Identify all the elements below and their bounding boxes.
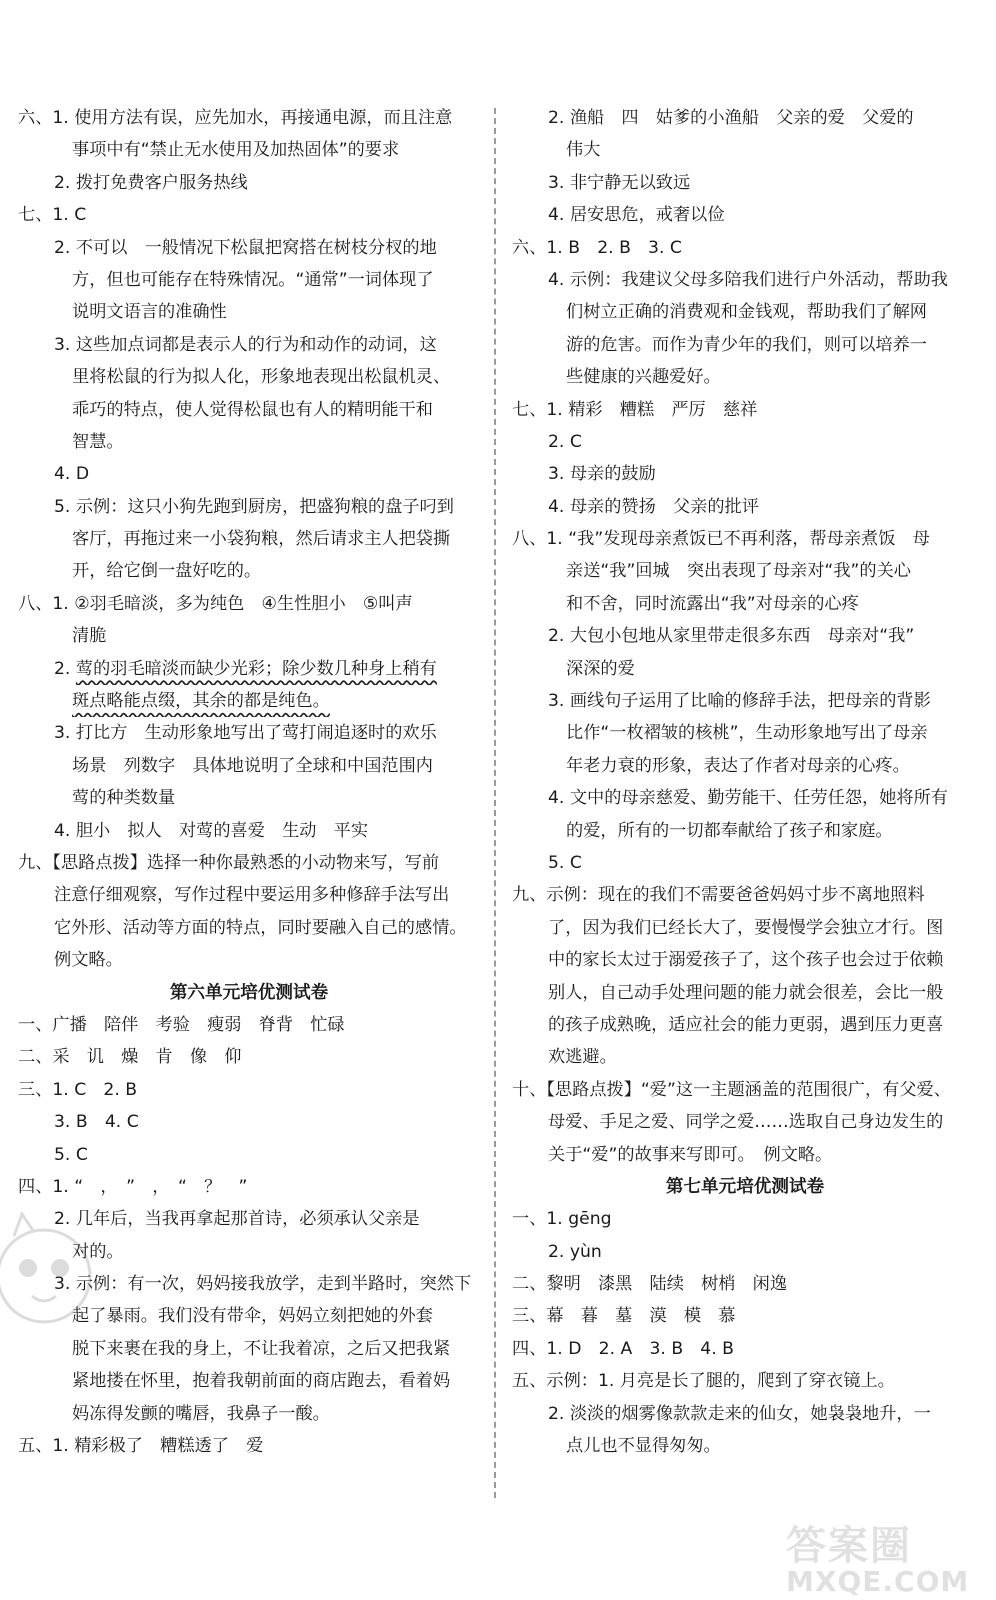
answer-text: 和不舍，同时流露出“我”对母亲的心疼 [566,593,859,614]
answer-text: 4. 示例：我建议父母多陪我们进行户外活动，帮助我 [548,269,948,290]
answer-line [18,1430,480,1462]
answer-text: 说明文语言的准确性 [72,302,227,323]
answer-text: 五、示例：1. 月亮是长了腿的，爬到了穿衣镜上。 [512,1371,895,1392]
answer-text: 第六单元培优测试卷 [169,982,329,1003]
answer-line [512,1333,978,1365]
answer-text: 开，给它倒一盘好吃的。 [72,561,262,582]
answer-line [512,102,978,134]
answer-line [512,685,978,717]
answer-line [512,329,978,361]
answer-text: 年老力衰的形象，表达了作者对母亲的心疼。 [566,755,910,776]
answer-line [18,588,480,620]
answer-line [512,1106,978,1138]
answer-line [512,588,978,620]
answer-text: 一、广播 陪伴 考验 瘦弱 脊背 忙碌 [18,1014,345,1035]
answer-text: 八、1. ②羽毛暗淡，多为纯色 ④生性胆小 ⑤叫声 [18,593,413,614]
answer-line [512,491,978,523]
answer-text: 3. B 4. C [54,1112,139,1133]
answer-line [512,750,978,782]
answer-text: 六、1. B 2. B 3. C [512,237,682,258]
watermark [786,1514,986,1598]
answer-line [512,717,978,749]
answer-line [512,296,978,328]
answer-text: 2. 渔船 四 姑爹的小渔船 父亲的爱 父爱的 [548,108,914,128]
answer-line [18,815,480,847]
answer-text: 2. yùn [548,1241,602,1262]
mascot-icon [0,1196,104,1366]
answer-text: 4. 母亲的赞扬 父亲的批评 [548,496,759,517]
section-title [512,1171,978,1203]
answer-text: 清脆 [72,626,107,647]
answer-text: 3. 打比方 生动形象地写出了莺打闹追逐时的欢乐 [54,723,437,744]
answer-line [512,394,978,426]
answer-line [18,1041,480,1073]
answer-line [512,1300,978,1332]
section-title [18,977,480,1009]
answer-text: 一、1. gēng [512,1209,612,1230]
answer-line [512,912,978,944]
answer-text: 三、幕 暮 墓 漠 模 慕 [512,1306,736,1327]
answer-line [18,329,480,361]
answer-line [512,523,978,555]
answer-text: 例文略。 [54,950,123,971]
answer-line [512,815,978,847]
answer-text: 5. 示例：这只小狗先跑到厨房，把盛狗粮的盘子叼到 [54,496,454,517]
answer-text: 2. 大包小包地从家里带走很多东西 母亲对“我” [548,626,915,647]
answer-line [18,232,480,264]
answer-line [512,977,978,1009]
answer-line [18,782,480,814]
answer-line [18,134,480,166]
answer-line [18,879,480,911]
answer-line [512,1041,978,1073]
answer-line [18,167,480,199]
answer-line [512,361,978,393]
answer-line [512,167,978,199]
answer-text: 深深的爱 [566,658,635,679]
answer-line [18,264,480,296]
answer-text: 5. C [54,1144,88,1165]
answer-text: 游的危害。而作为青少年的我们，则可以培养一 [566,334,927,355]
answer-line [18,458,480,490]
answer-line [512,1203,978,1235]
answer-line [512,782,978,814]
answer-text: 起了暴雨。我们没有带伞，妈妈立刻把她的外套 [72,1306,433,1327]
answer-line [512,1365,978,1397]
answer-line [18,555,480,587]
right-column [512,102,978,1462]
answer-line [512,1430,978,1462]
answer-text: 它外形、活动等方面的特点，同时要融入自己的感情。 [54,917,467,938]
answer-line [18,1365,480,1397]
answer-text: 点儿也不显得匆匆。 [566,1436,721,1457]
answer-line [512,1139,978,1171]
answer-line [18,1106,480,1138]
answer-text: 别人，自己动手处理问题的能力就会很差，会比一般 [548,982,944,1003]
answer-text: 2. [54,658,76,679]
answer-line [512,555,978,587]
answer-text: 们树立正确的消费观和金钱观，帮助我们了解网 [566,302,927,323]
answer-text: 母爱、手足之爱、同学之爱……选取自己身边发生的 [548,1112,944,1133]
answer-text: 亲送“我”回城 突出表现了母亲对“我”的关心 [566,561,911,582]
answer-text: 八、1. “我”发现母亲煮饭已不再利落，帮母亲煮饭 母 [512,529,930,550]
answer-line [18,944,480,976]
underlined-sentence: 莺的羽毛暗淡而缺少光彩；除少数几种身上稍有 [75,658,437,679]
answer-line [512,264,978,296]
answer-line [18,620,480,652]
underlined-sentence: 斑点略能点缀，其余的都是纯色。 [72,691,330,712]
answer-line [512,1268,978,1300]
answer-text: 三、1. C 2. B [18,1079,138,1100]
answer-text: 2. 淡淡的烟雾像款款走来的仙女，她袅袅地升，一 [548,1403,931,1424]
answer-text: 伟大 [566,140,601,161]
answer-line [18,1139,480,1171]
answer-line [512,847,978,879]
answer-text: 九、【思路点拨】选择一种你最熟悉的小动物来写，写前 [18,852,440,873]
answer-line [18,426,480,458]
answer-line [512,232,978,264]
answer-line [512,1009,978,1041]
answer-text: 3. 母亲的鼓励 [548,464,656,485]
answer-text: 比作“一枚褶皱的核桃”，生动形象地写出了母亲 [566,723,928,744]
answer-line [18,1009,480,1041]
answer-line [18,394,480,426]
answer-line [512,620,978,652]
answer-line [18,717,480,749]
answer-text: 九、示例：现在的我们不需要爸爸妈妈寸步不离地照料 [512,885,925,906]
answer-line [18,847,480,879]
answer-text: 二、黎明 漆黑 陆续 树梢 闲逸 [512,1274,788,1295]
watermark-title: 答案圈 [786,1523,912,1569]
answer-text: 了，因为我们已经长大了，要慢慢学会独立才行。图 [548,917,944,938]
answer-text: 五、1. 精彩极了 糟糕透了 爱 [18,1436,264,1457]
answer-line [512,458,978,490]
answer-text: 3. 非宁静无以致远 [548,172,691,193]
answer-text: 七、1. 精彩 糟糕 严厉 慈祥 [512,399,758,420]
answer-line [18,1074,480,1106]
answer-text: 2. 拨打免费客户服务热线 [54,172,248,193]
answer-text: 七、1. C [18,205,87,226]
answer-text: 4. D [54,464,90,485]
answer-text: 紧地搂在怀里，抱着我朝前面的商店跑去，看着妈 [72,1371,451,1392]
answer-line [512,199,978,231]
answer-text: 四、1. D 2. A 3. B 4. B [512,1338,734,1359]
answer-line [18,296,480,328]
answer-text: 十、【思路点拨】“爱”这一主题涵盖的范围很广，有父爱、 [512,1079,951,1100]
answer-line [18,750,480,782]
answer-text: 智慧。 [72,431,124,452]
answer-text: 中的家长太过于溺爱孩子了，这个孩子也会过于依赖 [548,950,944,971]
answer-text: 注意仔细观察，写作过程中要运用多种修辞手法写出 [54,885,450,906]
answer-text: 里将松鼠的行为拟人化，形象地表现出松鼠机灵、 [72,367,451,388]
answer-line [512,653,978,685]
answer-line [512,134,978,166]
answer-text: 第七单元培优测试卷 [665,1176,825,1197]
answer-line [512,1398,978,1430]
answer-line [18,912,480,944]
column-divider [494,108,496,1498]
watermark-domain: MXQE.COM [786,1565,970,1598]
answer-line [18,685,480,717]
answer-text: 4. 胆小 拟人 对莺的喜爱 生动 平实 [54,820,369,841]
answer-text: 2. 几年后，当我再拿起那首诗，必须承认父亲是 [54,1209,420,1230]
answer-text: 4. 居安思危，戒奢以俭 [548,205,725,226]
answer-text: 些健康的兴趣爱好。 [566,367,721,388]
answer-line [18,1398,480,1430]
answer-text: 5. C [548,852,582,873]
answer-text: 场景 列数字 具体地说明了全球和中国范围内 [72,755,433,776]
answer-text: 四、1. “ ， ” ， “ ？ ” [18,1176,248,1197]
answer-line [512,1236,978,1268]
answer-line [18,491,480,523]
answer-line [18,653,480,685]
answer-line [18,523,480,555]
answer-line [18,361,480,393]
answer-text: 关于“爱”的故事来写即可。 例文略。 [548,1144,833,1165]
answer-line [512,879,978,911]
answer-line [18,102,480,134]
answer-line [512,426,978,458]
answer-line [18,199,480,231]
answer-text: 4. 文中的母亲慈爱、勤劳能干、任劳任怨，她将所有 [548,788,948,809]
answer-text: 客厅，再拖过来一小袋狗粮，然后请求主人把袋撕 [72,529,451,550]
answer-text: 欢逃避。 [548,1047,617,1068]
answer-text: 2. C [548,431,582,452]
answer-text: 的孩子成熟晚，适应社会的能力更弱，遇到压力更喜 [548,1014,944,1035]
answer-text: 3. 示例：有一次，妈妈接我放学，走到半路时，突然下 [54,1274,472,1295]
answer-line [512,1074,978,1106]
answer-text: 的爱，所有的一切都奉献给了孩子和家庭。 [566,820,893,841]
answer-text: 3. 画线句子运用了比喻的修辞手法，把母亲的背影 [548,691,931,712]
answer-text: 对的。 [72,1241,124,1262]
answer-text: 2. 不可以 一般情况下松鼠把窝搭在树枝分杈的地 [54,237,437,258]
answer-text: 二、采 讥 燥 肯 像 仰 [18,1047,242,1068]
answer-text: 事项中有“禁止无水使用及加热固体”的要求 [72,140,400,161]
answer-line [512,944,978,976]
answer-text: 3. 这些加点词都是表示人的行为和动作的动词，这 [54,334,437,355]
answer-text: 乖巧的特点，使人觉得松鼠也有人的精明能干和 [72,399,433,420]
answer-text: 六、1. 使用方法有误，应先加水，再接通电源，而且注意 [18,108,453,128]
answer-text: 妈冻得发颤的嘴唇，我鼻子一酸。 [72,1403,330,1424]
answer-text: 莺的种类数量 [72,788,176,809]
answer-text: 方，但也可能存在特殊情况。“通常”一词体现了 [72,269,434,290]
answer-text: 脱下来裹在我的身上，不让我着凉，之后又把我紧 [72,1338,451,1359]
